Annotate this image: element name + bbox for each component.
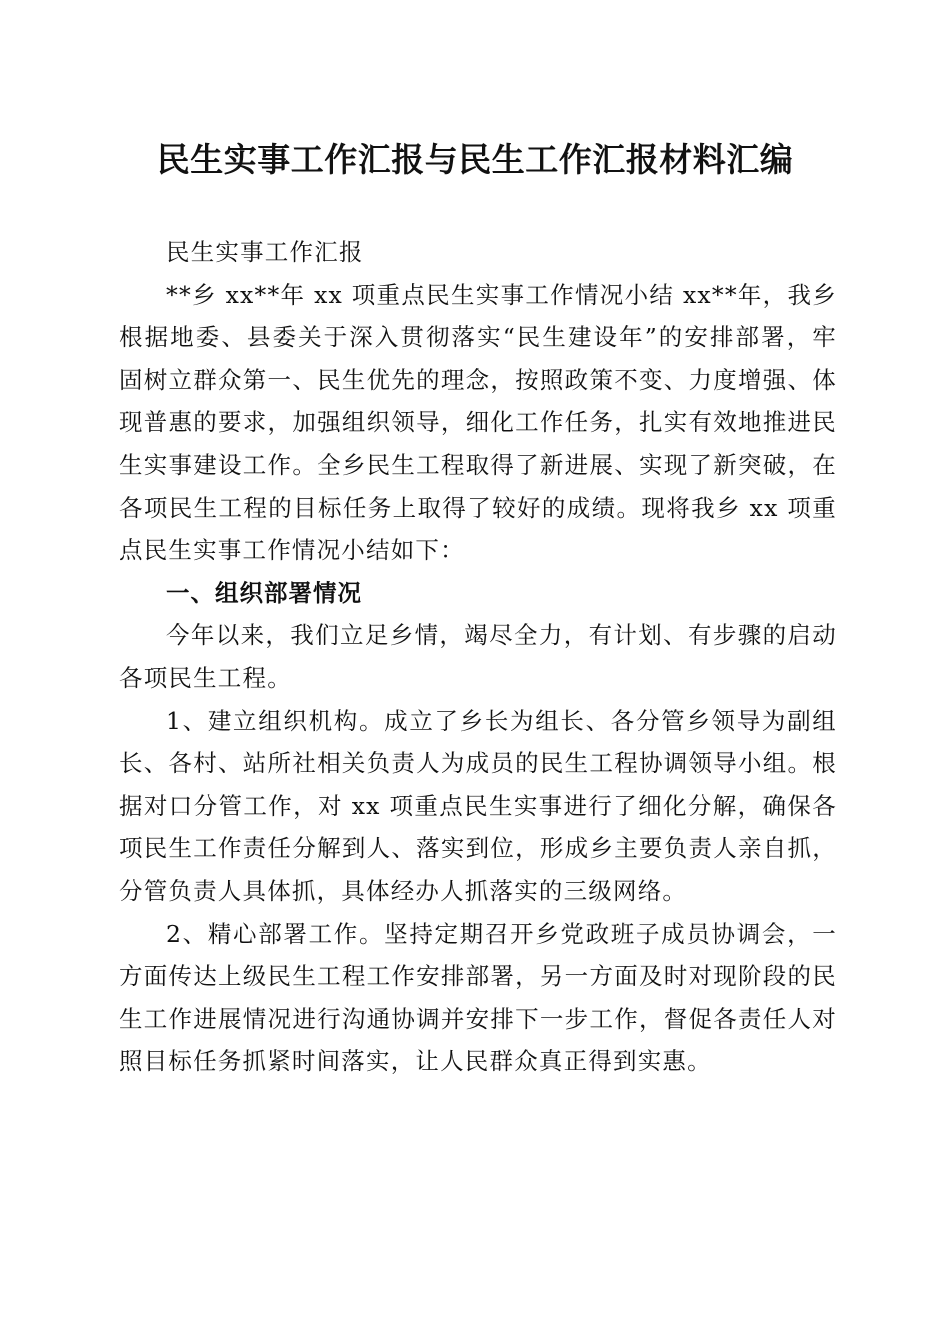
document-body [119, 231, 837, 1083]
subtitle: 民生实事工作汇报 [166, 238, 364, 266]
paragraph: 今年以来，我们立足乡情，竭尽全力，有计划、有步骤的启动各项民生工程。 [119, 621, 837, 692]
section-heading: 一、组织部署情况 [166, 578, 362, 607]
document-title: 民生实事工作汇报与民生工作汇报材料汇编 [156, 140, 794, 179]
paragraph: 1、建立组织机构。成立了乡长为组长、各分管乡领导为副组长、各村、站所社相关负责人为成员的民生工程协调领导小组。根据对口分管工作，对 xx 项重点民生实事进行了细化分解，确保各项民生工作责任分解到人、落实到位，形成乡主要负责人亲自抓，分管负责人具体抓，具体经办人抓落实的三级网络。 [119, 706, 837, 905]
paragraph: 2、精心部署工作。坚持定期召开乡党政班子成员协调会，一方面传达上级民生工程工作安排部署，另一方面及时对现阶段的民生工作进展情况进行沟通协调并安排下一步工作，督促各责任人对照目标任务抓紧时间落实，让人民群众真正得到实惠。 [119, 919, 837, 1076]
intro-paragraph: **乡 xx**年 xx 项重点民生实事工作情况小结 xx**年，我乡根据地委、县委关于深入贯彻落实“民生建设年”的安排部署，牢固树立群众第一、民生优先的理念，按照政策不变、力度增强、体现普惠的要求，加强组织领导，细化工作任务，扎实有效地推进民生实事建设工作。全乡民生工程取得了新进展、实现了新突破，在各项民生工程的目标任务上取得了较好的成绩。现将我乡 xx 项重点民生实事工作情况小结如下： [119, 280, 837, 565]
